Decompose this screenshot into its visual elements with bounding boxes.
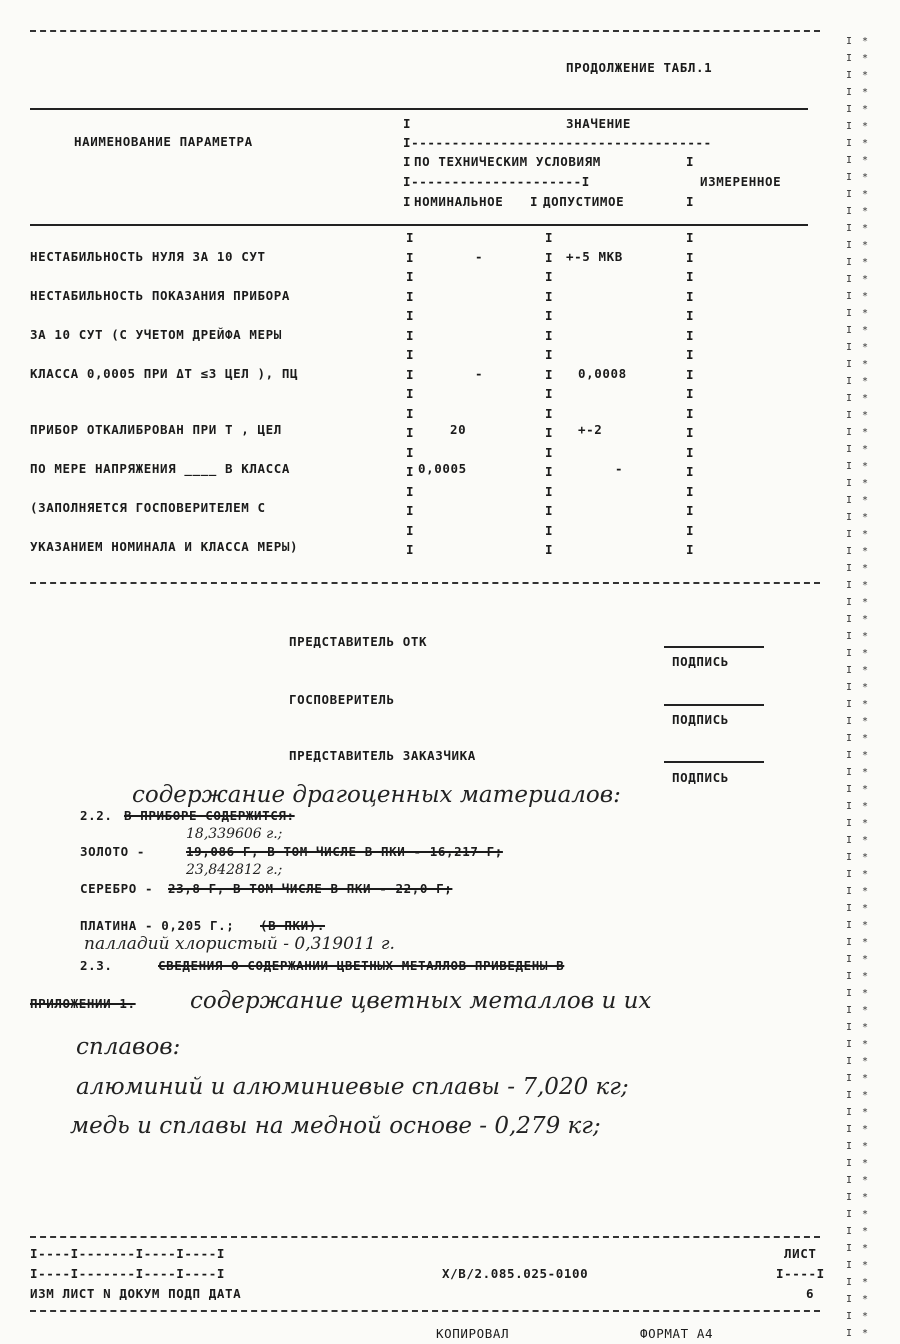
format-label: ФОРМАТ А4 [640, 1326, 714, 1341]
margin-mark: * [862, 529, 869, 540]
margin-mark: I [846, 835, 853, 846]
margin-mark: I [846, 563, 853, 574]
gold-struck-text: 19,086 Г, В ТОМ ЧИСЛЕ В ПКИ - 16,217 Г; [186, 844, 503, 859]
margin-mark: I [846, 529, 853, 540]
signature-line [664, 761, 764, 763]
platinum-struck-text: (В ПКИ). [260, 918, 326, 933]
column-divider-mark: I [545, 230, 554, 245]
copied-label: КОПИРОВАЛ [436, 1326, 510, 1341]
margin-mark: * [862, 257, 869, 268]
margin-mark: * [862, 1260, 869, 1271]
margin-mark: I [846, 597, 853, 608]
margin-mark: * [862, 716, 869, 727]
margin-mark: * [862, 733, 869, 744]
margin-mark: * [862, 172, 869, 183]
margin-mark: * [862, 597, 869, 608]
header-divider: I [686, 194, 695, 209]
column-divider-mark: I [406, 249, 415, 265]
column-divider-mark: I [686, 249, 695, 265]
column-divider-mark: I [686, 386, 695, 401]
margin-mark: * [862, 1022, 869, 1033]
margin-mark: * [862, 954, 869, 965]
margin-mark: I [846, 733, 853, 744]
signature-line [664, 704, 764, 706]
header-divider: I [530, 194, 539, 209]
footer-grid-row: I----I-------I----I----I [30, 1266, 226, 1281]
struck-nonferrous-line: СВЕДЕНИЯ О СОДЕРЖАНИИ ЦВЕТНЫХ МЕТАЛЛОВ ПРИВЕДЕНЫ В [158, 958, 565, 973]
margin-mark: * [862, 1141, 869, 1152]
column-header-tech: ПО ТЕХНИЧЕСКИМ УСЛОВИЯМ [414, 154, 601, 169]
margin-mark: * [862, 36, 869, 47]
margin-mark: I [846, 648, 853, 659]
margin-mark: I [846, 614, 853, 625]
margin-mark: * [862, 852, 869, 863]
margin-mark: * [862, 1243, 869, 1254]
margin-mark: * [862, 376, 869, 387]
margin-mark: I [846, 512, 853, 523]
margin-mark: * [862, 1328, 869, 1339]
margin-mark: * [862, 206, 869, 217]
margin-mark: I [846, 1022, 853, 1033]
column-divider-mark: I [406, 366, 415, 382]
column-divider-mark: I [686, 425, 695, 440]
margin-mark: I [846, 342, 853, 353]
margin-mark: I [846, 1090, 853, 1101]
top-border [30, 30, 820, 32]
margin-mark: I [846, 291, 853, 302]
signature-caption: ПОДПИСЬ [672, 770, 729, 785]
margin-mark: * [862, 818, 869, 829]
margin-mark: * [862, 427, 869, 438]
sheet-divider: I----I [776, 1266, 825, 1281]
margin-mark: * [862, 580, 869, 591]
margin-mark: I [846, 359, 853, 370]
margin-mark: * [862, 1209, 869, 1220]
margin-mark: I [846, 461, 853, 472]
margin-mark: * [862, 53, 869, 64]
margin-mark: I [846, 495, 853, 506]
column-divider-mark: I [406, 522, 415, 538]
precious-materials-title: содержание драгоценных материалов: [132, 782, 621, 808]
column-divider-mark: I [545, 425, 554, 440]
margin-mark: I [846, 1209, 853, 1220]
margin-mark: I [846, 937, 853, 948]
margin-mark: * [862, 393, 869, 404]
column-divider-mark: I [545, 249, 554, 265]
column-divider-mark: I [406, 444, 415, 460]
margin-mark: I [846, 546, 853, 557]
column-divider-mark: I [545, 483, 554, 499]
margin-mark: I [846, 410, 853, 421]
margin-mark: * [862, 1039, 869, 1050]
margin-mark: * [862, 291, 869, 302]
row-parameter-name: УКАЗАНИЕМ НОМИНАЛА И КЛАССА МЕРЫ) [30, 539, 299, 554]
column-divider-mark: I [545, 308, 554, 323]
margin-mark: * [862, 971, 869, 982]
row-parameter-name: ЗА 10 СУТ (С УЧЕТОМ ДРЕЙФА МЕРЫ [30, 327, 282, 342]
palladium-handwritten: палладий хлористый - 0,319011 г. [84, 934, 395, 954]
table-top-rule [30, 108, 808, 110]
margin-mark: I [846, 1124, 853, 1135]
margin-mark: I [846, 257, 853, 268]
margin-mark: * [862, 801, 869, 812]
column-divider-mark: I [406, 269, 415, 284]
margin-mark: * [862, 903, 869, 914]
margin-mark: * [862, 1124, 869, 1135]
margin-mark: I [846, 274, 853, 285]
margin-mark: * [862, 920, 869, 931]
row-nominal: 0,0005 [418, 461, 467, 476]
margin-mark: I [846, 393, 853, 404]
margin-mark: * [862, 410, 869, 421]
margin-mark: I [846, 920, 853, 931]
header-divider: I [403, 154, 412, 169]
margin-mark: I [846, 223, 853, 234]
margin-mark: * [862, 1192, 869, 1203]
sheet-label: ЛИСТ [784, 1246, 817, 1261]
margin-mark: I [846, 325, 853, 336]
gold-label: ЗОЛОТО - [80, 844, 146, 859]
margin-mark: * [862, 240, 869, 251]
row-allowed: +-5 МКВ [566, 249, 623, 264]
row-parameter-name: ПРИБОР ОТКАЛИБРОВАН ПРИ Т , ЦЕЛ [30, 422, 282, 437]
signature-role-gospoveritel: ГОСПОВЕРИТЕЛЬ [289, 692, 395, 707]
margin-mark: I [846, 308, 853, 319]
margin-mark: I [846, 70, 853, 81]
document-number: Х/В/2.085.025-0100 [442, 1266, 589, 1281]
signature-role-otk: ПРЕДСТАВИТЕЛЬ ОТК [289, 634, 428, 649]
column-divider-mark: I [406, 327, 415, 343]
margin-mark: I [846, 104, 853, 115]
margin-mark: I [846, 1192, 853, 1203]
nonferrous-title-line1: содержание цветных металлов и их [190, 988, 652, 1014]
column-divider-mark: I [545, 366, 554, 382]
column-divider-mark: I [545, 542, 554, 557]
margin-mark: I [846, 1328, 853, 1339]
column-divider-mark: I [406, 386, 415, 401]
margin-mark: * [862, 121, 869, 132]
column-divider-mark: I [406, 464, 415, 479]
silver-label: СЕРЕБРО - [80, 881, 154, 896]
margin-mark: I [846, 954, 853, 965]
row-nominal: - [475, 366, 484, 381]
column-divider-mark: I [545, 405, 554, 421]
column-divider-mark: I [406, 405, 415, 421]
margin-mark: * [862, 869, 869, 880]
margin-mark: I [846, 750, 853, 761]
margin-mark: * [862, 189, 869, 200]
header-dash-line-1: I------------------------------------- [403, 135, 712, 150]
margin-mark: I [846, 1005, 853, 1016]
margin-mark: * [862, 138, 869, 149]
column-divider-mark: I [686, 405, 695, 421]
margin-mark: I [846, 206, 853, 217]
margin-mark: I [846, 818, 853, 829]
margin-mark: * [862, 1226, 869, 1237]
column-divider-mark: I [406, 308, 415, 323]
margin-mark: I [846, 87, 853, 98]
header-dash-line-2: I---------------------I [403, 174, 590, 189]
header-divider: I [686, 154, 695, 169]
column-divider-mark: I [545, 386, 554, 401]
column-divider-mark: I [406, 347, 415, 362]
row-allowed: - [615, 461, 624, 476]
column-divider-mark: I [545, 503, 554, 518]
margin-mark: * [862, 750, 869, 761]
row-parameter-name: НЕСТАБИЛЬНОСТЬ НУЛЯ ЗА 10 СУТ [30, 249, 266, 264]
signature-caption: ПОДПИСЬ [672, 654, 729, 669]
signature-line [664, 646, 764, 648]
column-divider-mark: I [686, 327, 695, 343]
margin-mark: I [846, 1158, 853, 1169]
margin-mark: * [862, 1056, 869, 1067]
margin-mark: * [862, 1107, 869, 1118]
column-divider-mark: I [686, 308, 695, 323]
margin-mark: I [846, 172, 853, 183]
sheet-number: 6 [806, 1286, 815, 1301]
row-nominal: 20 [450, 422, 467, 437]
margin-mark: I [846, 376, 853, 387]
margin-mark: * [862, 1175, 869, 1186]
margin-mark: * [862, 886, 869, 897]
column-header-nominal: НОМИНАЛЬНОЕ [414, 194, 504, 209]
margin-mark: I [846, 631, 853, 642]
margin-mark: * [862, 631, 869, 642]
margin-mark: * [862, 444, 869, 455]
margin-mark: * [862, 223, 869, 234]
margin-mark: * [862, 648, 869, 659]
margin-mark: I [846, 682, 853, 693]
margin-mark: * [862, 1090, 869, 1101]
margin-mark: I [846, 1073, 853, 1084]
margin-mark: I [846, 240, 853, 251]
column-divider-mark: I [686, 503, 695, 518]
row-allowed: 0,0008 [578, 366, 627, 381]
margin-mark: * [862, 478, 869, 489]
margin-mark: I [846, 852, 853, 863]
margin-mark: * [862, 784, 869, 795]
footer-top-rule [30, 1236, 820, 1238]
gold-amount-handwritten: 18,339606 г.; [186, 826, 283, 842]
column-divider-mark: I [545, 269, 554, 284]
column-divider-mark: I [545, 288, 554, 304]
margin-mark: * [862, 461, 869, 472]
margin-mark: * [862, 274, 869, 285]
row-nominal: - [475, 249, 484, 264]
margin-mark: I [846, 189, 853, 200]
platinum-label: ПЛАТИНА - 0,205 Г.; [80, 918, 235, 933]
margin-mark: I [846, 53, 853, 64]
silver-struck-text: 23,8 Г, В ТОМ ЧИСЛЕ В ПКИ - 22,0 Г; [168, 881, 453, 896]
column-divider-mark: I [686, 483, 695, 499]
column-divider-mark: I [686, 288, 695, 304]
margin-mark: I [846, 784, 853, 795]
margin-mark: * [862, 70, 869, 81]
column-divider-mark: I [686, 347, 695, 362]
row-allowed: +-2 [578, 422, 603, 437]
margin-mark: I [846, 1260, 853, 1271]
column-divider-mark: I [686, 366, 695, 382]
margin-mark: * [862, 512, 869, 523]
margin-mark: I [846, 36, 853, 47]
margin-mark: * [862, 767, 869, 778]
margin-mark: * [862, 359, 869, 370]
column-divider-mark: I [406, 542, 415, 557]
margin-mark: I [846, 801, 853, 812]
column-divider-mark: I [545, 464, 554, 479]
margin-mark: * [862, 87, 869, 98]
section-number-2-3: 2.3. [80, 958, 113, 973]
silver-amount-handwritten: 23,842812 г.; [186, 862, 283, 878]
margin-mark: I [846, 665, 853, 676]
margin-mark: * [862, 1073, 869, 1084]
margin-mark: I [846, 1294, 853, 1305]
margin-mark: I [846, 1277, 853, 1288]
margin-mark: * [862, 342, 869, 353]
column-divider-mark: I [686, 269, 695, 284]
margin-mark: I [846, 903, 853, 914]
struck-text: В ПРИБОРЕ СОДЕРЖИТСЯ: [124, 808, 295, 823]
margin-mark: I [846, 886, 853, 897]
margin-mark: I [846, 1056, 853, 1067]
table-bottom-rule [30, 582, 820, 584]
column-divider-mark: I [545, 347, 554, 362]
header-divider: I [403, 116, 412, 131]
column-divider-mark: I [686, 522, 695, 538]
margin-mark: I [846, 478, 853, 489]
column-divider-mark: I [406, 288, 415, 304]
column-divider-mark: I [686, 230, 695, 245]
margin-mark: I [846, 1311, 853, 1322]
margin-mark: I [846, 699, 853, 710]
column-divider-mark: I [406, 503, 415, 518]
margin-mark: I [846, 767, 853, 778]
margin-mark: * [862, 835, 869, 846]
column-header-value: ЗНАЧЕНИЕ [566, 116, 632, 131]
column-divider-mark: I [686, 444, 695, 460]
margin-mark: * [862, 1294, 869, 1305]
signature-caption: ПОДПИСЬ [672, 712, 729, 727]
margin-mark: * [862, 1277, 869, 1288]
row-parameter-name: КЛАССА 0,0005 ПРИ ΔT ≤3 ЦЕЛ ), ПЦ [30, 366, 299, 381]
column-divider-mark: I [545, 444, 554, 460]
margin-mark: I [846, 1107, 853, 1118]
column-divider-mark: I [406, 425, 415, 440]
header-divider: I [403, 194, 412, 209]
margin-mark: * [862, 155, 869, 166]
margin-mark: * [862, 1311, 869, 1322]
column-divider-mark: I [545, 327, 554, 343]
margin-mark: * [862, 1005, 869, 1016]
margin-mark: I [846, 971, 853, 982]
margin-mark: * [862, 988, 869, 999]
footer-grid-row: I----I-------I----I----I [30, 1246, 226, 1261]
margin-mark: * [862, 104, 869, 115]
margin-mark: * [862, 308, 869, 319]
margin-mark: I [846, 1243, 853, 1254]
column-divider-mark: I [406, 230, 415, 245]
margin-mark: * [862, 325, 869, 336]
margin-mark: * [862, 546, 869, 557]
continuation-title: ПРОДОЛЖЕНИЕ ТАБЛ.1 [566, 60, 713, 75]
column-divider-mark: I [545, 522, 554, 538]
column-header-allowed: ДОПУСТИМОЕ [543, 194, 625, 209]
row-parameter-name: НЕСТАБИЛЬНОСТЬ ПОКАЗАНИЯ ПРИБОРА [30, 288, 291, 303]
margin-mark: * [862, 614, 869, 625]
margin-mark: I [846, 1141, 853, 1152]
column-divider-mark: I [686, 542, 695, 557]
margin-mark: * [862, 1158, 869, 1169]
margin-mark: * [862, 937, 869, 948]
signature-role-customer: ПРЕДСТАВИТЕЛЬ ЗАКАЗЧИКА [289, 748, 476, 763]
margin-mark: I [846, 869, 853, 880]
row-parameter-name: ПО МЕРЕ НАПРЯЖЕНИЯ ____ В КЛАССА [30, 461, 291, 476]
column-header-measured: ИЗМЕРЕННОЕ [700, 174, 782, 189]
margin-mark: * [862, 682, 869, 693]
margin-mark: I [846, 427, 853, 438]
footer-grid-labels: ИЗМ ЛИСТ N ДОКУМ ПОДП ДАТА [30, 1286, 242, 1301]
row-parameter-name: (ЗАПОЛНЯЕТСЯ ГОСПОВЕРИТЕЛЕМ С [30, 500, 266, 515]
aluminium-line: алюминий и алюминиевые сплавы - 7,020 кг; [76, 1074, 629, 1100]
margin-mark: * [862, 495, 869, 506]
margin-mark: I [846, 1039, 853, 1050]
margin-mark: * [862, 665, 869, 676]
column-divider-mark: I [686, 464, 695, 479]
margin-mark: I [846, 580, 853, 591]
margin-mark: I [846, 155, 853, 166]
column-header-parameter: НАИМЕНОВАНИЕ ПАРАМЕТРА [74, 134, 253, 149]
margin-mark: I [846, 716, 853, 727]
footer-bottom-rule [30, 1310, 820, 1312]
margin-mark: I [846, 988, 853, 999]
section-number-2-2: 2.2. [80, 808, 113, 823]
nonferrous-title-line2: сплавов: [76, 1034, 181, 1060]
margin-mark: * [862, 563, 869, 574]
copper-line: медь и сплавы на медной основе - 0,279 кг; [70, 1113, 601, 1139]
margin-mark: I [846, 138, 853, 149]
margin-mark: I [846, 444, 853, 455]
margin-mark: I [846, 1175, 853, 1186]
struck-appendix: ПРИЛОЖЕНИИ 1. [30, 996, 136, 1011]
margin-mark: * [862, 699, 869, 710]
table-header-rule [30, 224, 808, 226]
column-divider-mark: I [406, 483, 415, 499]
margin-mark: I [846, 121, 853, 132]
margin-mark: I [846, 1226, 853, 1237]
